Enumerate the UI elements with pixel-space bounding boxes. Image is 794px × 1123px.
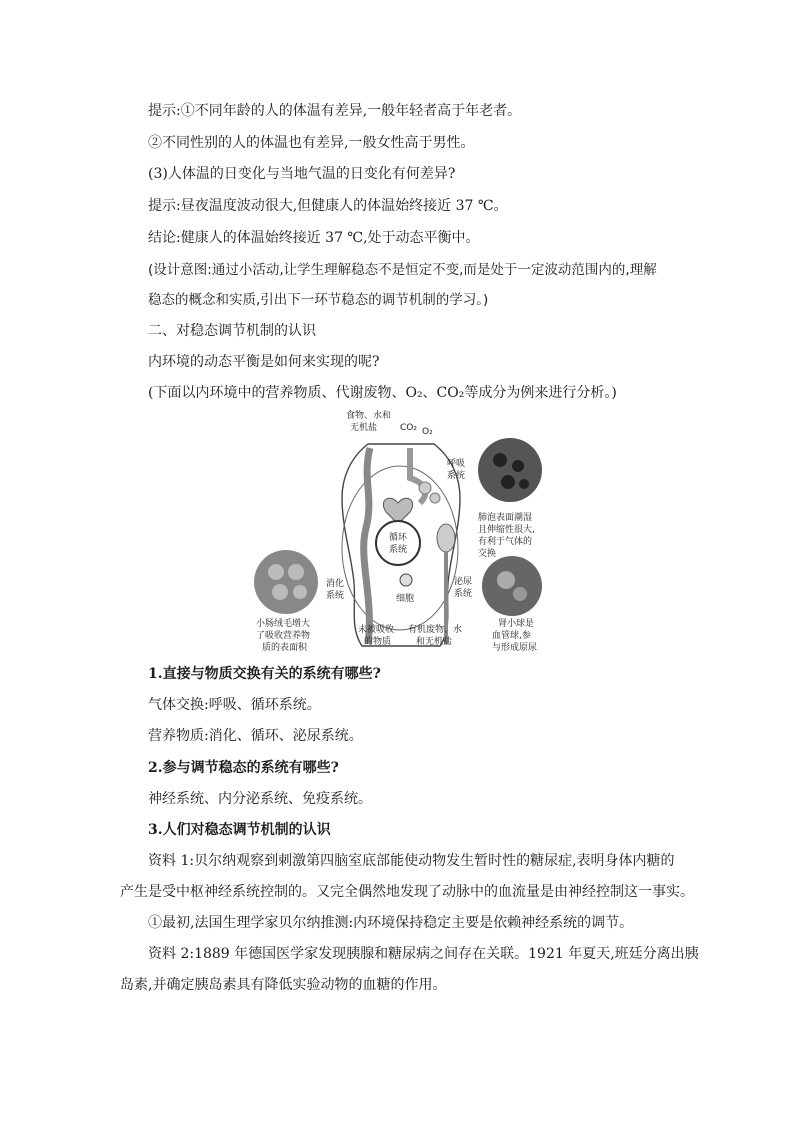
label-circulation-1: 循环 <box>389 533 408 543</box>
label-cell: 细胞 <box>396 594 415 604</box>
label-waste-2: 和无机盐 <box>416 637 453 647</box>
label-food-1: 食物、水和 <box>346 411 392 421</box>
label-lung-1: 肺泡表面潮湿 <box>478 513 533 523</box>
analysis-note: (下面以内环境中的营养物质、代谢废物、O₂、CO₂等成分为例来进行分析。) <box>148 385 617 401</box>
conclusion: 结论:健康人的体温始终接近 37 ℃,处于动态平衡中。 <box>148 230 480 246</box>
question-3: (3)人体温的日变化与当地气温的日变化有何差异? <box>148 166 456 182</box>
design-intent-1: (设计意图:通过小活动,让学生理解稳态不是恒定不变,而是处于一定波动范围内的,理解 <box>148 262 657 278</box>
section-heading: 二、对稳态调节机制的认识 <box>148 323 316 339</box>
label-kidney-2: 血管球,参 <box>492 631 531 641</box>
label-kidney-1: 肾小球是 <box>498 619 535 629</box>
answer-1b: 营养物质:消化、循环、泌尿系统。 <box>148 728 363 744</box>
kidney-icon <box>437 524 455 552</box>
design-intent-2: 稳态的概念和实质,引出下一环节稳态的调节机制的学习。) <box>148 292 489 308</box>
circulation-circle <box>376 521 420 565</box>
hint-daily: 提示:昼夜温度波动很大,但健康人的体温始终接近 37 ℃。 <box>148 198 508 214</box>
label-respiratory-2: 系统 <box>447 471 466 481</box>
material-1-line2: 产生是受中枢神经系统控制的。又完全偶然地发现了动脉中的血流量是由神经控制这一事实。 <box>120 884 694 900</box>
hint-age: 提示:①不同年龄的人的体温有差异,一般年轻者高于年老者。 <box>148 103 522 119</box>
question-1: 1.直接与物质交换有关的系统有哪些? <box>148 666 381 682</box>
label-respiratory-1: 呼吸 <box>447 459 466 469</box>
answer-2: 神经系统、内分泌系统、免疫系统。 <box>148 791 372 807</box>
label-unabsorbed-2: 的物质 <box>364 637 392 647</box>
label-urinary-2: 系统 <box>454 589 473 599</box>
intestine-villi-image <box>254 550 318 614</box>
respiratory-tract <box>410 448 425 503</box>
label-lung-4: 交换 <box>478 549 497 559</box>
label-intestine-3: 质的表面积 <box>262 643 308 653</box>
material-1-point: ①最初,法国生理学家贝尔纳推测:内环境保持稳定主要是依赖神经系统的调节。 <box>148 915 634 931</box>
label-lung-3: 有利于气体的 <box>478 537 533 547</box>
intro-question: 内环境的动态平衡是如何来实现的呢? <box>148 354 380 370</box>
label-circulation-2: 系统 <box>389 545 408 555</box>
question-3-heading: 3.人们对稳态调节机制的认识 <box>148 822 331 838</box>
label-intestine-1: 小肠绒毛增大 <box>256 619 311 629</box>
question-2: 2.参与调节稳态的系统有哪些? <box>148 760 339 776</box>
material-2-line1: 资料 2:1889 年德国医学家发现胰腺和糖尿病之间存在关联。1921 年夏天,班廷分离出胰 <box>148 946 699 962</box>
material-2-line2: 岛素,并确定胰岛素具有降低实验动物的血糖的作用。 <box>120 977 447 993</box>
label-kidney-3: 与形成原尿 <box>492 643 538 653</box>
label-waste-1: 有机废物、水 <box>408 625 463 635</box>
label-urinary-1: 泌尿 <box>454 577 473 587</box>
cell-icon <box>400 574 412 586</box>
hint-gender: ②不同性别的人的体温也有差异,一般女性高于男性。 <box>148 135 475 151</box>
answer-1a: 气体交换:呼吸、循环系统。 <box>148 697 321 713</box>
label-digestive-1: 消化 <box>326 579 345 589</box>
label-o2: O₂ <box>422 427 433 437</box>
label-digestive-2: 系统 <box>326 591 345 601</box>
label-lung-2: 且伸缩性很大, <box>478 525 535 535</box>
homeostasis-diagram <box>250 408 550 658</box>
label-co2: CO₂ <box>400 423 417 433</box>
label-intestine-2: 了吸收营养物 <box>256 631 311 641</box>
digestive-tract <box>364 448 370 644</box>
alveoli-image <box>478 438 542 502</box>
label-unabsorbed-1: 未被吸收 <box>358 625 395 635</box>
material-1-line1: 资料 1:贝尔纳观察到刺激第四脑室底部能使动物发生暂时性的糖尿症,表明身体内糖的 <box>148 853 675 869</box>
label-food-2: 无机盐 <box>350 423 378 433</box>
